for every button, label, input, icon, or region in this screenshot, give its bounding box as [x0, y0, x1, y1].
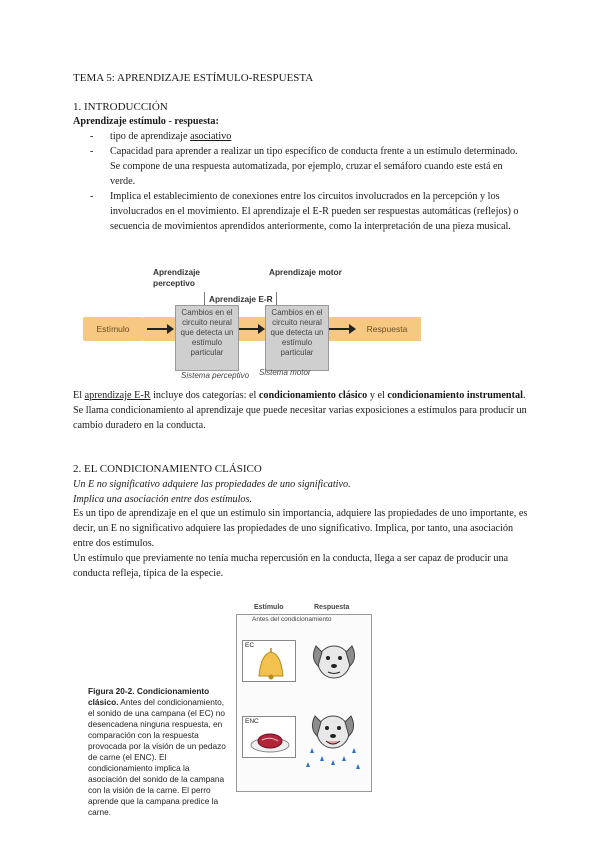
- asociativo-link: asociativo: [190, 131, 232, 142]
- bracket-line: [276, 292, 277, 305]
- page-title: TEMA 5: APRENDIZAJE ESTÍMULO-RESPUESTA: [73, 72, 314, 84]
- text-run: aprendizaje E-R: [84, 390, 151, 401]
- stimulus-box: Estímulo: [83, 317, 143, 341]
- bullet-text: Implica el establecimiento de conexiones entre los circuitos involucrados en la percepción y los involucrados en el movimiento. El aprendizaje el E-R pueden ser respuestas automáticas (reflejos) o secuencia de movimientos aprendidos anteriormente, como la interpretación de una pieza musical.: [110, 191, 519, 232]
- classical-conditioning-figure: [236, 604, 371, 790]
- bracket-line: [204, 292, 205, 305]
- arrow-head-icon: [349, 324, 356, 334]
- arrow-icon: [147, 328, 169, 330]
- ec-box: [242, 640, 296, 682]
- classical-paragraph-2: Un estímulo que previamente no tenía mucha repercusión en la conducta, llega a ser capaz de producir una conducta refleja, típica de la especie.: [73, 553, 509, 579]
- enc-label: ENC: [245, 718, 259, 725]
- label-perceptual-learning: Aprendizaje perceptivo: [153, 267, 201, 288]
- col-stimulus: Estímulo: [254, 604, 284, 611]
- caption-text: Antes del condicionamiento, el sonido de una campana (el EC) no desencadena ninguna respuesta, en comparación con la respuesta provocada por la visión de un pedazo de carne (el ENC). El condicionamiento implica la asociación del sonido de la campana con la visión de la carne. El perro aprende que la campana predice la carne.: [88, 697, 226, 817]
- col-response: Respuesta: [314, 604, 350, 611]
- arrow-icon: [238, 328, 260, 330]
- ec-label: EC: [245, 642, 255, 649]
- arrow-head-icon: [258, 324, 265, 334]
- italic-summary-2: Implica una asociación entre dos estímulos.: [73, 494, 253, 505]
- bell-icon: [251, 646, 291, 680]
- bullet-text: Capacidad para aprender a realizar un tipo específico de conducta frente a un estímulo determinado. Se compone de una respuesta automatizada, por ejemplo, cruzar el semáforo cuando este está en verde.: [110, 146, 518, 187]
- text-run: condicionamiento clásico: [258, 390, 368, 401]
- section-heading-intro: 1. INTRODUCCIÓN: [73, 101, 168, 113]
- text-run: y el: [367, 390, 388, 401]
- label-er-learning: Aprendizaje E-R: [209, 294, 273, 304]
- text-run: El: [73, 390, 85, 401]
- intro-bullet-list: [90, 129, 530, 234]
- bullet-dash: -: [90, 191, 94, 202]
- dog-salivating-icon: [302, 704, 364, 776]
- label-perceptual-system: Sistema perceptivo: [181, 371, 250, 380]
- dog-neutral-icon: [306, 634, 362, 686]
- response-box: Respuesta: [366, 324, 408, 334]
- er-learning-diagram: [83, 265, 413, 383]
- bullet-dash: -: [90, 146, 94, 157]
- label-motor-learning: Aprendizaje motor: [269, 267, 342, 277]
- subheading-er: Aprendizaje estímulo - respuesta:: [73, 116, 219, 127]
- section-heading-classical: 2. EL CONDICIONAMIENTO CLÁSICO: [73, 463, 262, 475]
- arrow-head-icon: [167, 324, 174, 334]
- neural-change-box-perceptual: Cambios en el circuito neural que detecta un estímulo particular: [175, 305, 239, 371]
- neural-change-box-motor: Cambios en el circuito neural que detecta un estímulo particular: [265, 305, 329, 371]
- italic-summary-1: Un E no significativo adquiere las propiedades de uno significativo.: [73, 479, 351, 490]
- list-item: [90, 129, 530, 144]
- panel-title: Antes del condicionamiento: [252, 616, 332, 623]
- meat-icon: [249, 725, 291, 755]
- caption-bold: Figura 20-2. Condicionamiento clásico.: [88, 686, 210, 707]
- list-item: [90, 189, 530, 234]
- enc-box: [242, 716, 296, 758]
- text-run: condicionamiento instrumental: [387, 390, 523, 401]
- arrow-icon: [329, 328, 351, 330]
- text-run: incluye dos categorías: el: [150, 390, 259, 401]
- list-item: [90, 144, 530, 189]
- bullet-text: tipo de aprendizaje: [110, 131, 191, 142]
- classical-paragraph-1: Es un tipo de aprendizaje en el que un estímulo sin importancia, adquiere las propiedades de uno importante, es decir, un E no significativo adquiere las propiedades de uno significativo. Implica, por tanto, una asociación entre dos estímulos.: [73, 508, 528, 549]
- text-run: . Se llama condicionamiento al aprendizaje que puede necesitar varias exposiciones a estímulos para producir un cambio duradero en la conducta.: [73, 390, 527, 431]
- label-motor-system: Sistema motor: [259, 368, 311, 377]
- bullet-dash: -: [90, 131, 94, 142]
- figure-caption: [88, 686, 228, 818]
- er-categories-paragraph: [73, 388, 531, 433]
